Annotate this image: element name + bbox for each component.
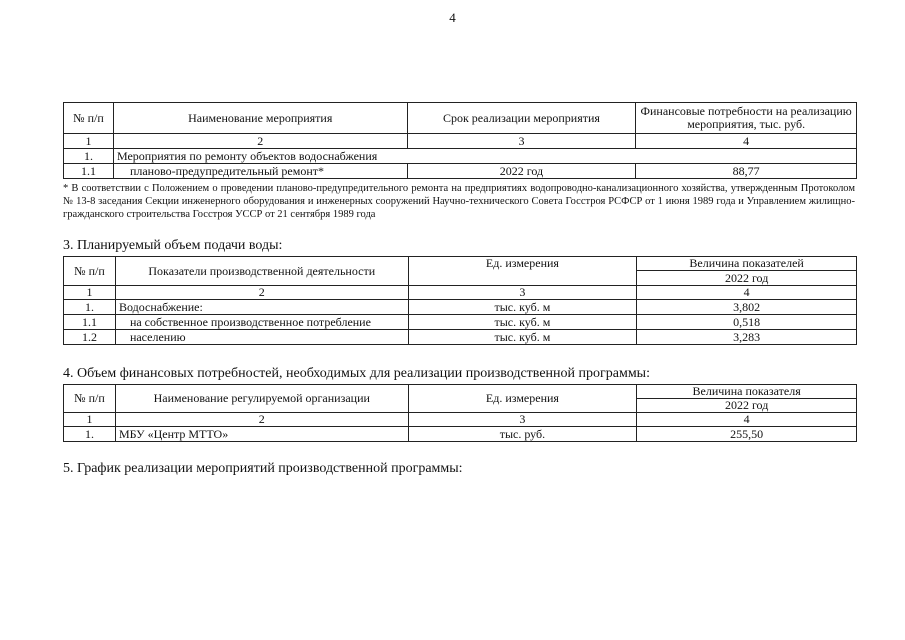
row-num: 1. xyxy=(64,300,116,315)
table-row xyxy=(64,330,857,345)
row-num: 1. xyxy=(64,427,116,442)
table-row xyxy=(64,315,857,330)
table-row xyxy=(64,427,857,442)
section-3-heading: 3. Планируемый объем подачи воды: xyxy=(63,238,283,253)
financial-needs-table xyxy=(63,384,857,442)
index-cell: 3 xyxy=(408,286,637,300)
index-cell: 2 xyxy=(113,134,407,149)
header-num: № п/п xyxy=(64,103,114,134)
footnote: * В соответствии с Положением о проведении планово-предупредительного ремонта на предприятиях водопроводно-канализационного хозяйства, утвержденным Протоколом № 13-8 заседания Секции инженерного оборудования и инженерных сооружений Научно-технического Совета Госстроя РСФСР от 1 июня 1989 года и Управлением жилищно-гражданского строительства Госстроя УССР от 21 сентября 1989 года xyxy=(63,183,855,220)
row-num: 1. xyxy=(64,149,114,164)
index-cell: 3 xyxy=(407,134,636,149)
header-term: Срок реализации мероприятия xyxy=(407,103,636,134)
header-indicator: Показатели производственной деятельности xyxy=(115,257,408,286)
header-year: 2022 год xyxy=(637,399,857,413)
water-supply-table xyxy=(63,256,857,345)
row-org: МБУ «Центр МТТО» xyxy=(115,427,408,442)
header-num: № п/п xyxy=(64,257,116,286)
row-unit: тыс. руб. xyxy=(408,427,637,442)
row-value: 3,802 xyxy=(637,300,857,315)
page-number: 4 xyxy=(449,10,456,25)
index-cell: 3 xyxy=(408,413,637,427)
table-header-row xyxy=(64,385,857,399)
activities-table xyxy=(63,102,857,179)
header-year: 2022 год xyxy=(637,271,857,286)
row-unit: тыс. куб. м xyxy=(408,300,637,315)
row-num: 1.1 xyxy=(64,164,114,179)
table-index-row xyxy=(64,413,857,427)
header-finance: Финансовые потребности на реализацию мероприятия, тыс. руб. xyxy=(636,103,857,134)
table-header-row xyxy=(64,103,857,134)
index-cell: 1 xyxy=(64,413,116,427)
row-name: Водоснабжение: xyxy=(115,300,408,315)
table-index-row xyxy=(64,286,857,300)
row-unit: тыс. куб. м xyxy=(408,330,637,345)
table-section-row xyxy=(64,149,857,164)
header-value: Величина показателя xyxy=(637,385,857,399)
index-cell: 4 xyxy=(636,134,857,149)
header-org: Наименование регулируемой организации xyxy=(115,385,408,413)
row-value: 255,50 xyxy=(637,427,857,442)
header-unit: Ед. измерения xyxy=(408,257,637,286)
table-row xyxy=(64,164,857,179)
row-value: 0,518 xyxy=(637,315,857,330)
index-cell: 1 xyxy=(64,134,114,149)
index-cell: 4 xyxy=(637,286,857,300)
row-name: Мероприятия по ремонту объектов водоснабжения xyxy=(113,149,856,164)
index-cell: 2 xyxy=(115,286,408,300)
index-cell: 2 xyxy=(115,413,408,427)
row-term: 2022 год xyxy=(407,164,636,179)
row-unit: тыс. куб. м xyxy=(408,315,637,330)
section-5-heading: 5. График реализации мероприятий производственной программы: xyxy=(63,461,463,476)
index-cell: 1 xyxy=(64,286,116,300)
index-cell: 4 xyxy=(637,413,857,427)
header-value: Величина показателей xyxy=(637,257,857,271)
table-row xyxy=(64,300,857,315)
header-num: № п/п xyxy=(64,385,116,413)
row-name: на собственное производственное потребление xyxy=(115,315,408,330)
header-name: Наименование мероприятия xyxy=(113,103,407,134)
header-unit: Ед. измерения xyxy=(408,385,637,413)
section-4-heading: 4. Объем финансовых потребностей, необходимых для реализации производственной программы: xyxy=(63,366,650,381)
table-index-row xyxy=(64,134,857,149)
row-value: 3,283 xyxy=(637,330,857,345)
row-name: населению xyxy=(115,330,408,345)
table-header-row xyxy=(64,257,857,271)
row-name: планово-предупредительный ремонт* xyxy=(113,164,407,179)
row-num: 1.2 xyxy=(64,330,116,345)
row-finance: 88,77 xyxy=(636,164,857,179)
row-num: 1.1 xyxy=(64,315,116,330)
